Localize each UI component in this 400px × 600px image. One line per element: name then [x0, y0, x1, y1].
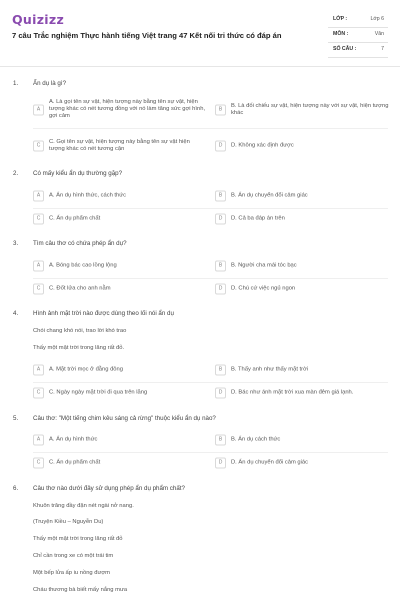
question-number: 4.	[13, 310, 19, 317]
option-c[interactable]	[33, 278, 209, 300]
question-text: Câu thơ: "Một tiếng chim kêu sáng cả rừng" thuộc kiểu ẩn dụ nào?	[33, 415, 216, 422]
question-text: Câu thơ nào dưới đây sử dụng phép ẩn dụ phẩm chất?	[33, 485, 185, 492]
option-letter: D	[215, 284, 226, 295]
option-c[interactable]	[33, 208, 209, 230]
meta-value: 7	[381, 46, 384, 52]
option-text: D. Chú cứ việc ngủ ngon	[231, 285, 296, 292]
option-d[interactable]	[215, 452, 391, 474]
meta-value: Lớp 6	[370, 16, 384, 22]
question-text: Tìm câu thơ có chứa phép ẩn dụ?	[33, 240, 127, 247]
option-text: C. Ẩn dụ phẩm chất	[49, 459, 101, 466]
option-a[interactable]	[33, 359, 209, 381]
option-text: C. Ngày ngày mặt trời đi qua trên lăng	[49, 389, 148, 396]
option-c[interactable]	[33, 452, 209, 474]
question-number: 5.	[13, 415, 19, 422]
meta-key: SỐ CÂU :	[333, 46, 357, 52]
option-c[interactable]	[33, 382, 209, 404]
option-text: B. Là đối chiếu sự vật, hiện tượng này với sự vật, hiện tượng khác	[231, 102, 389, 116]
quote-line: Một bếp lửa ấp iu nồng đượm	[33, 570, 110, 576]
quote-line: Khuôn trăng đầy đặn nét ngài nở nang.	[33, 503, 134, 509]
option-letter: D	[215, 214, 226, 225]
quizizz-logo[interactable]: Quizizz	[12, 12, 65, 27]
option-letter: B	[215, 191, 226, 202]
question-text: Ẩn dụ là gì?	[33, 80, 67, 87]
header	[0, 0, 400, 64]
option-letter: C	[33, 458, 44, 469]
option-text: C. Gọi tên sự vật, hiện tượng này bằng tên sự vật hiện tượng khác có nét tương cận	[49, 138, 190, 152]
question-text: Có mấy kiểu ẩn dụ thường gặp?	[33, 170, 123, 177]
option-a[interactable]	[33, 429, 209, 451]
option-text: C. Ẩn dụ phẩm chất	[49, 215, 101, 222]
option-letter: D	[215, 388, 226, 399]
quote-line: Thấy một mặt trời trong lăng rất đỏ	[33, 536, 123, 542]
quote-line: Chói chang khó nói, trao lời khó trao	[33, 328, 127, 334]
meta-key: LỚP :	[333, 16, 348, 22]
page-title: 7 câu Trắc nghiệm Thực hành tiếng Việt trang 47 Kết nối tri thức có đáp án	[12, 31, 282, 40]
option-letter: C	[33, 141, 44, 152]
meta-key: MÔN :	[333, 31, 349, 37]
option-letter: B	[215, 435, 226, 446]
option-b[interactable]	[215, 359, 391, 381]
option-b[interactable]	[215, 185, 391, 207]
option-text: A. Là gọi tên sự vật, hiện tượng này bằng tên sự vật, hiện tượng khác có nét tương đồng với nó làm tăng sức gợi hình, gợi cảm	[49, 99, 206, 120]
option-divider	[33, 128, 388, 129]
option-letter: C	[33, 284, 44, 295]
option-letter: A	[33, 191, 44, 202]
header-divider	[0, 66, 400, 67]
option-letter: A	[33, 435, 44, 446]
question-number: 1.	[13, 80, 19, 87]
meta-box	[328, 13, 388, 58]
option-a[interactable]	[33, 255, 209, 277]
option-a[interactable]	[33, 95, 209, 125]
option-letter: A	[33, 261, 44, 272]
option-c[interactable]	[33, 135, 209, 157]
option-text: A. Mặt trời mọc ở đằng đông	[49, 366, 123, 373]
meta-row-subject	[328, 28, 388, 43]
option-text: B. Thấy anh như thấy mặt trời	[231, 366, 309, 373]
option-text: D. Ẩn dụ chuyển đổi cảm giác	[231, 459, 309, 466]
option-d[interactable]	[215, 135, 391, 157]
question-number: 2.	[13, 170, 19, 177]
option-letter: B	[215, 261, 226, 272]
quote-line: Thấy một mặt trời trong lăng rất đỏ.	[33, 345, 125, 351]
quote-line: Cháu thương bà biết mấy nắng mưa	[33, 587, 128, 593]
option-text: D. Không xác định được	[231, 142, 294, 149]
option-letter: D	[215, 458, 226, 469]
option-letter: B	[215, 365, 226, 376]
question-number: 3.	[13, 240, 19, 247]
option-letter: D	[215, 141, 226, 152]
option-letter: C	[33, 214, 44, 225]
option-b[interactable]	[215, 255, 391, 277]
option-letter: A	[33, 105, 44, 116]
option-b[interactable]	[215, 429, 391, 451]
quote-line: Chỉ cần trong xe có một trái tim	[33, 553, 114, 559]
option-letter: C	[33, 388, 44, 399]
option-text: C. Đốt lửa cho anh nằm	[49, 285, 111, 292]
option-text: A. Ẩn dụ hình thức, cách thức	[49, 192, 127, 199]
question-number: 6.	[13, 485, 19, 492]
option-a[interactable]	[33, 185, 209, 207]
option-text: B. Người cha mái tóc bạc	[231, 262, 297, 269]
meta-row-class	[328, 13, 388, 28]
option-text: D. Bác như ánh mặt trời xua màn đêm giá lạnh.	[231, 389, 354, 396]
option-b[interactable]	[215, 95, 391, 125]
option-text: A. Bóng bác cao lồng lộng	[49, 262, 117, 269]
option-d[interactable]	[215, 208, 391, 230]
option-text: D. Cả ba đáp án trên	[231, 215, 285, 222]
meta-value: Văn	[374, 31, 384, 37]
option-text: B. Ẩn dụ cách thức	[231, 436, 281, 443]
quote-line: (Truyện Kiều – Nguyễn Du)	[33, 519, 104, 525]
option-text: B. Ẩn dụ chuyển đổi cảm giác	[231, 192, 308, 199]
option-letter: A	[33, 365, 44, 376]
option-d[interactable]	[215, 278, 391, 300]
meta-row-count	[328, 43, 388, 58]
option-letter: B	[215, 105, 226, 116]
question-text: Hình ảnh mặt trời nào được dùng theo lối nói ẩn dụ	[33, 310, 174, 317]
option-d[interactable]	[215, 382, 391, 404]
option-text: A. Ẩn dụ hình thức	[49, 436, 98, 443]
